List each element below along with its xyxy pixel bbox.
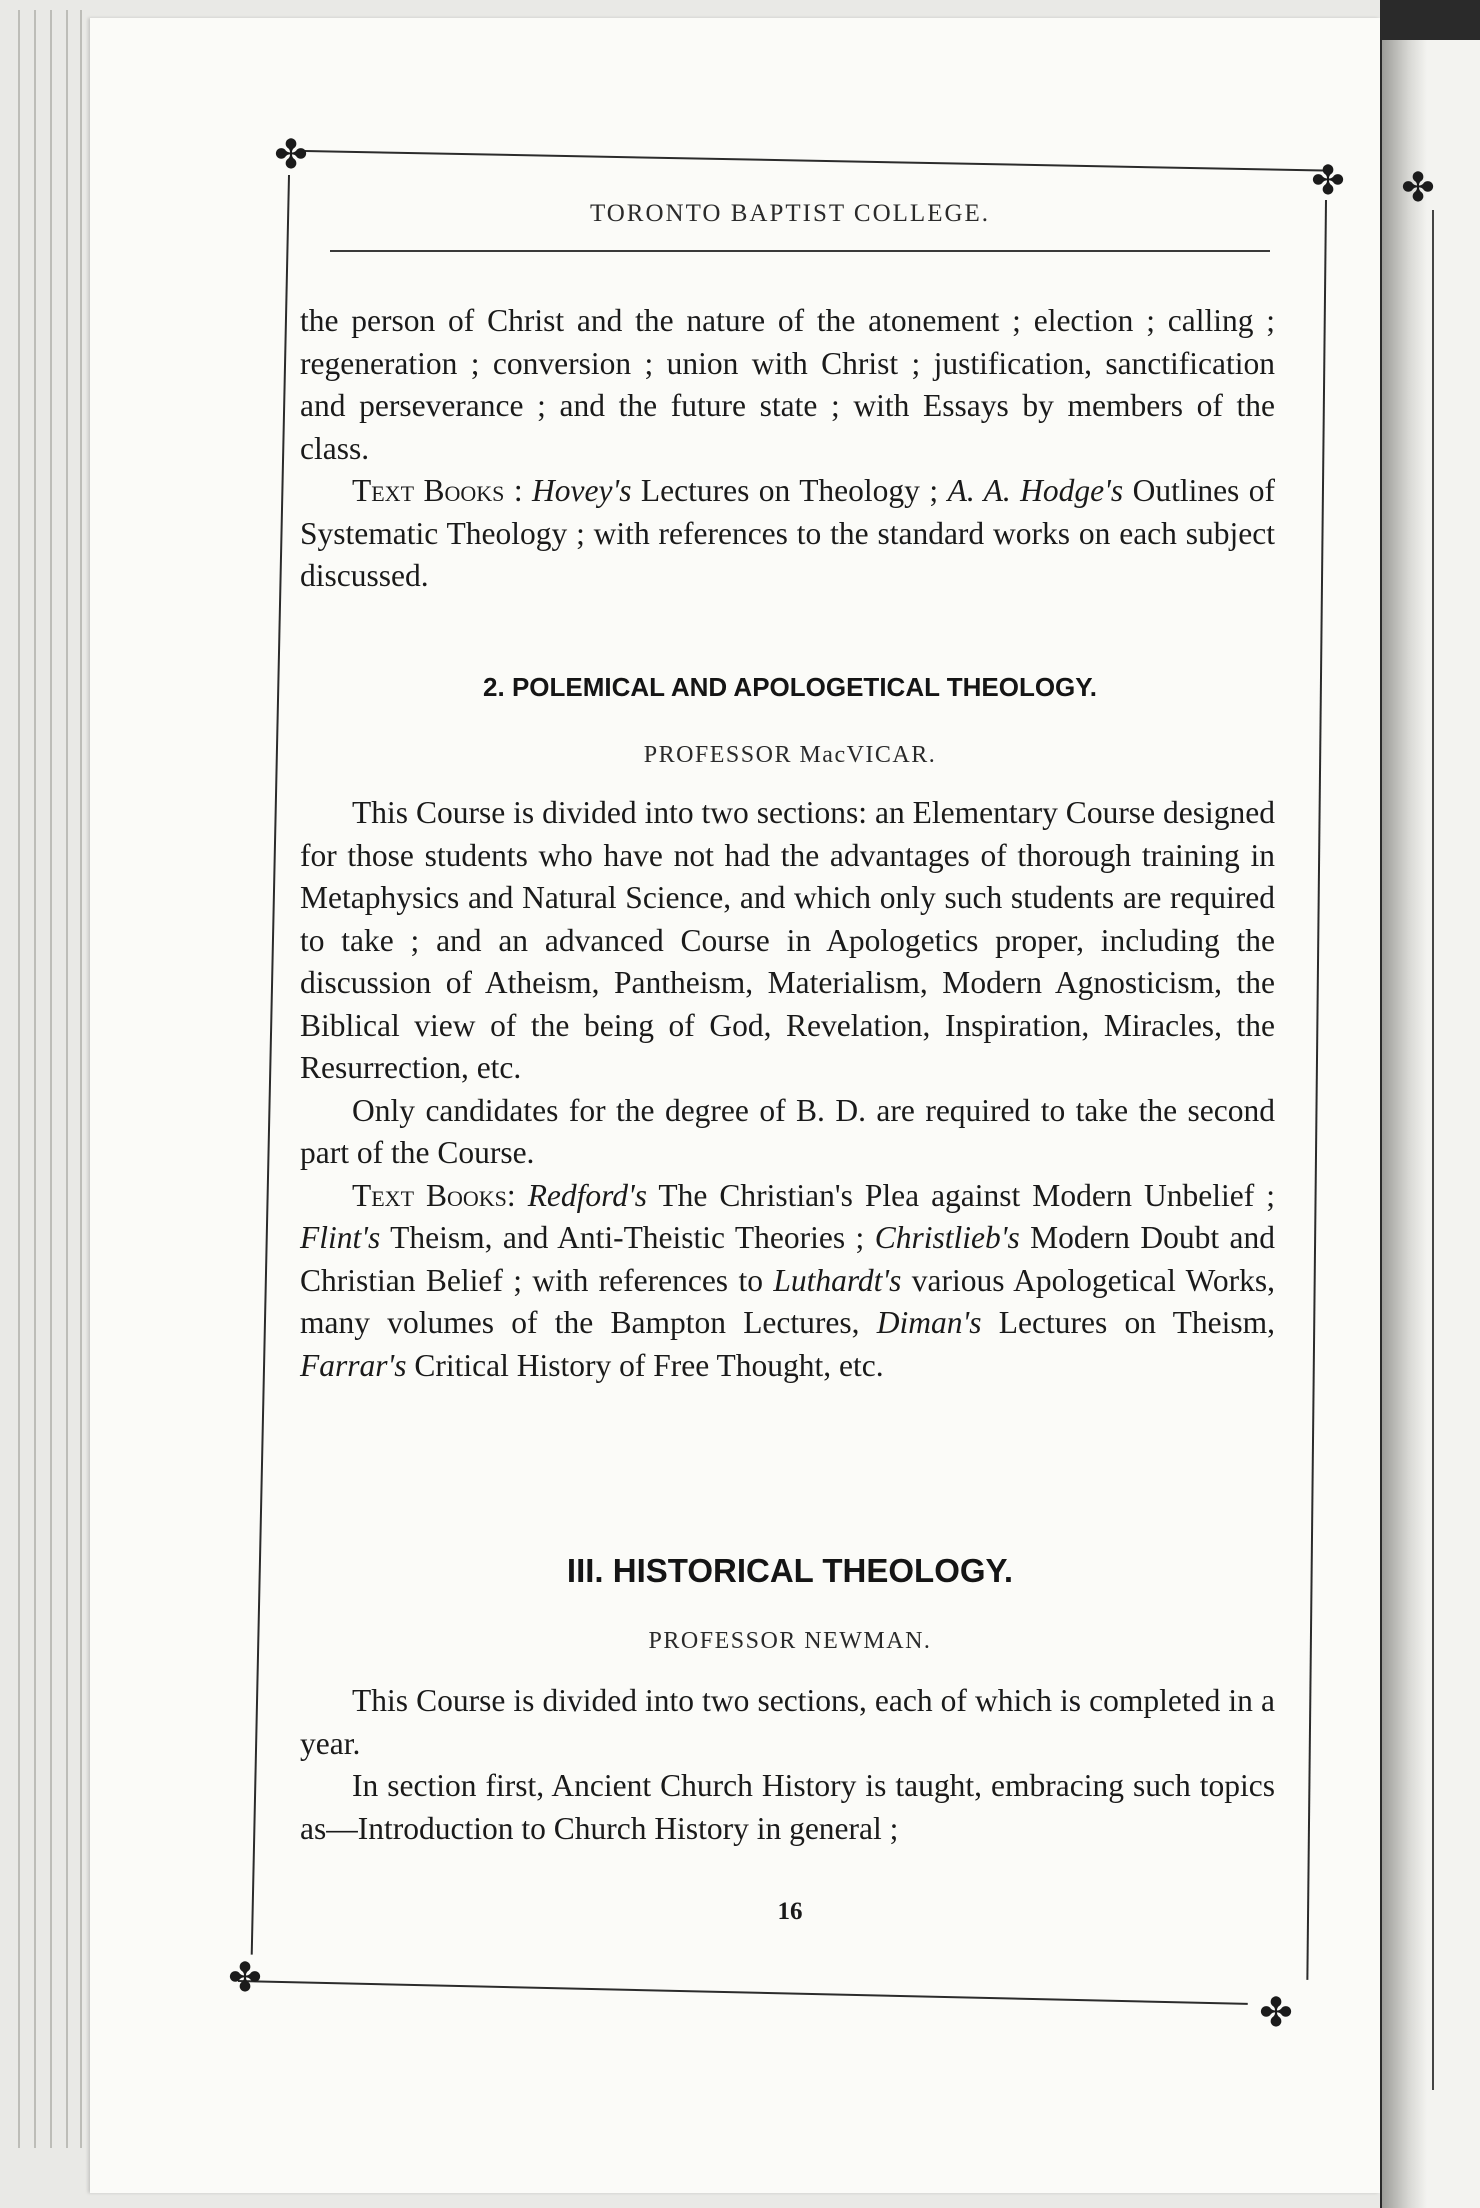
facing-page-fragment: [1382, 40, 1480, 2208]
text: Modern Doubt and Christian Belief ; with references to: [300, 1220, 1275, 1298]
professor-name: PROFESSOR NEWMAN.: [648, 1628, 932, 1654]
author: Diman's: [876, 1305, 982, 1340]
facing-frame-line: [1432, 210, 1434, 2090]
author: Flint's: [300, 1220, 381, 1255]
page-edge: [50, 10, 52, 2148]
label: Text Books:: [352, 1177, 516, 1213]
section-title: III. HISTORICAL THEOLOGY.: [566, 1552, 1014, 1589]
section-title: 2. POLEMICAL AND APOLOGETICAL THEOLOGY.: [483, 672, 1097, 702]
author: Redford's: [527, 1177, 647, 1213]
fleuron-icon: ✤: [1401, 165, 1435, 211]
text: The Christian's Plea against Modern Unbelief ;: [647, 1177, 1275, 1213]
professor-name: PROFESSOR MacVICAR.: [643, 742, 937, 768]
fleuron-icon: ✤: [1311, 158, 1345, 204]
label: Text Books :: [352, 473, 523, 508]
running-head: TORONTO BAPTIST COLLEGE.: [589, 200, 991, 227]
paragraph: the person of Christ and the nature of the atonement ; election ; calling ; regeneration ; conversion ; union with Christ ; justification, sanctification and perseverance ; and the future state ; with Essays by members of the class.: [300, 303, 1275, 466]
text-block-historical: [300, 1680, 1275, 1850]
fleuron-icon: ✤: [274, 132, 308, 178]
book-gutter: [1382, 40, 1427, 2208]
page-edge: [80, 10, 82, 2148]
page-edge: [66, 10, 68, 2148]
paragraph: In section first, Ancient Church History is taught, embracing such topics as—Introduction to Church History in general ;: [300, 1768, 1275, 1846]
text-block-polemical: [300, 792, 1275, 1387]
paragraph: Only candidates for the degree of B. D. are required to take the second part of the Course.: [300, 1092, 1275, 1170]
text: Theism, and Anti-Theistic Theories ;: [380, 1220, 875, 1255]
fleuron-icon: ✤: [1259, 1990, 1293, 2036]
author: Christlieb's: [874, 1220, 1020, 1255]
fleuron-icon: ✤: [228, 1955, 262, 2001]
text: various Apologetical Works, many volumes of the Bampton Lectures,: [300, 1262, 1275, 1340]
author: A. A. Hodge's: [947, 473, 1124, 508]
page-number: 16: [777, 1898, 803, 1925]
paragraph-textbooks: [300, 470, 1275, 598]
author: Luthardt's: [773, 1262, 902, 1298]
head-rule: [330, 250, 1270, 252]
author: Farrar's: [300, 1347, 407, 1383]
page-edge: [34, 10, 36, 2148]
paragraph: This Course is divided into two sections, each of which is completed in a year.: [300, 1683, 1275, 1761]
text-block-systematic: [300, 300, 1275, 598]
page-edge: [18, 10, 20, 2148]
text: Lectures on Theology ;: [631, 473, 948, 508]
paragraph: This Course is divided into two sections: an Elementary Course designed for those students who have not had the advantages of thorough training in Metaphysics and Natural Science, and which only such students are required to take ; and an advanced Course in Apologetics proper, including the discussion of Atheism, Pantheism, Materialism, Modern Agnosticism, the Biblical view of the being of God, Revelation, Inspiration, Miracles, the Resurrection, etc.: [300, 795, 1275, 1085]
author: Hovey's: [532, 473, 632, 508]
paragraph-textbooks: [300, 1175, 1275, 1388]
text: Critical History of Free Thought, etc.: [406, 1347, 884, 1383]
text: Outlines of Systematic Theology ; with references to the standard works on each subject discussed.: [300, 473, 1276, 593]
text: Lectures on Theism,: [981, 1305, 1275, 1340]
